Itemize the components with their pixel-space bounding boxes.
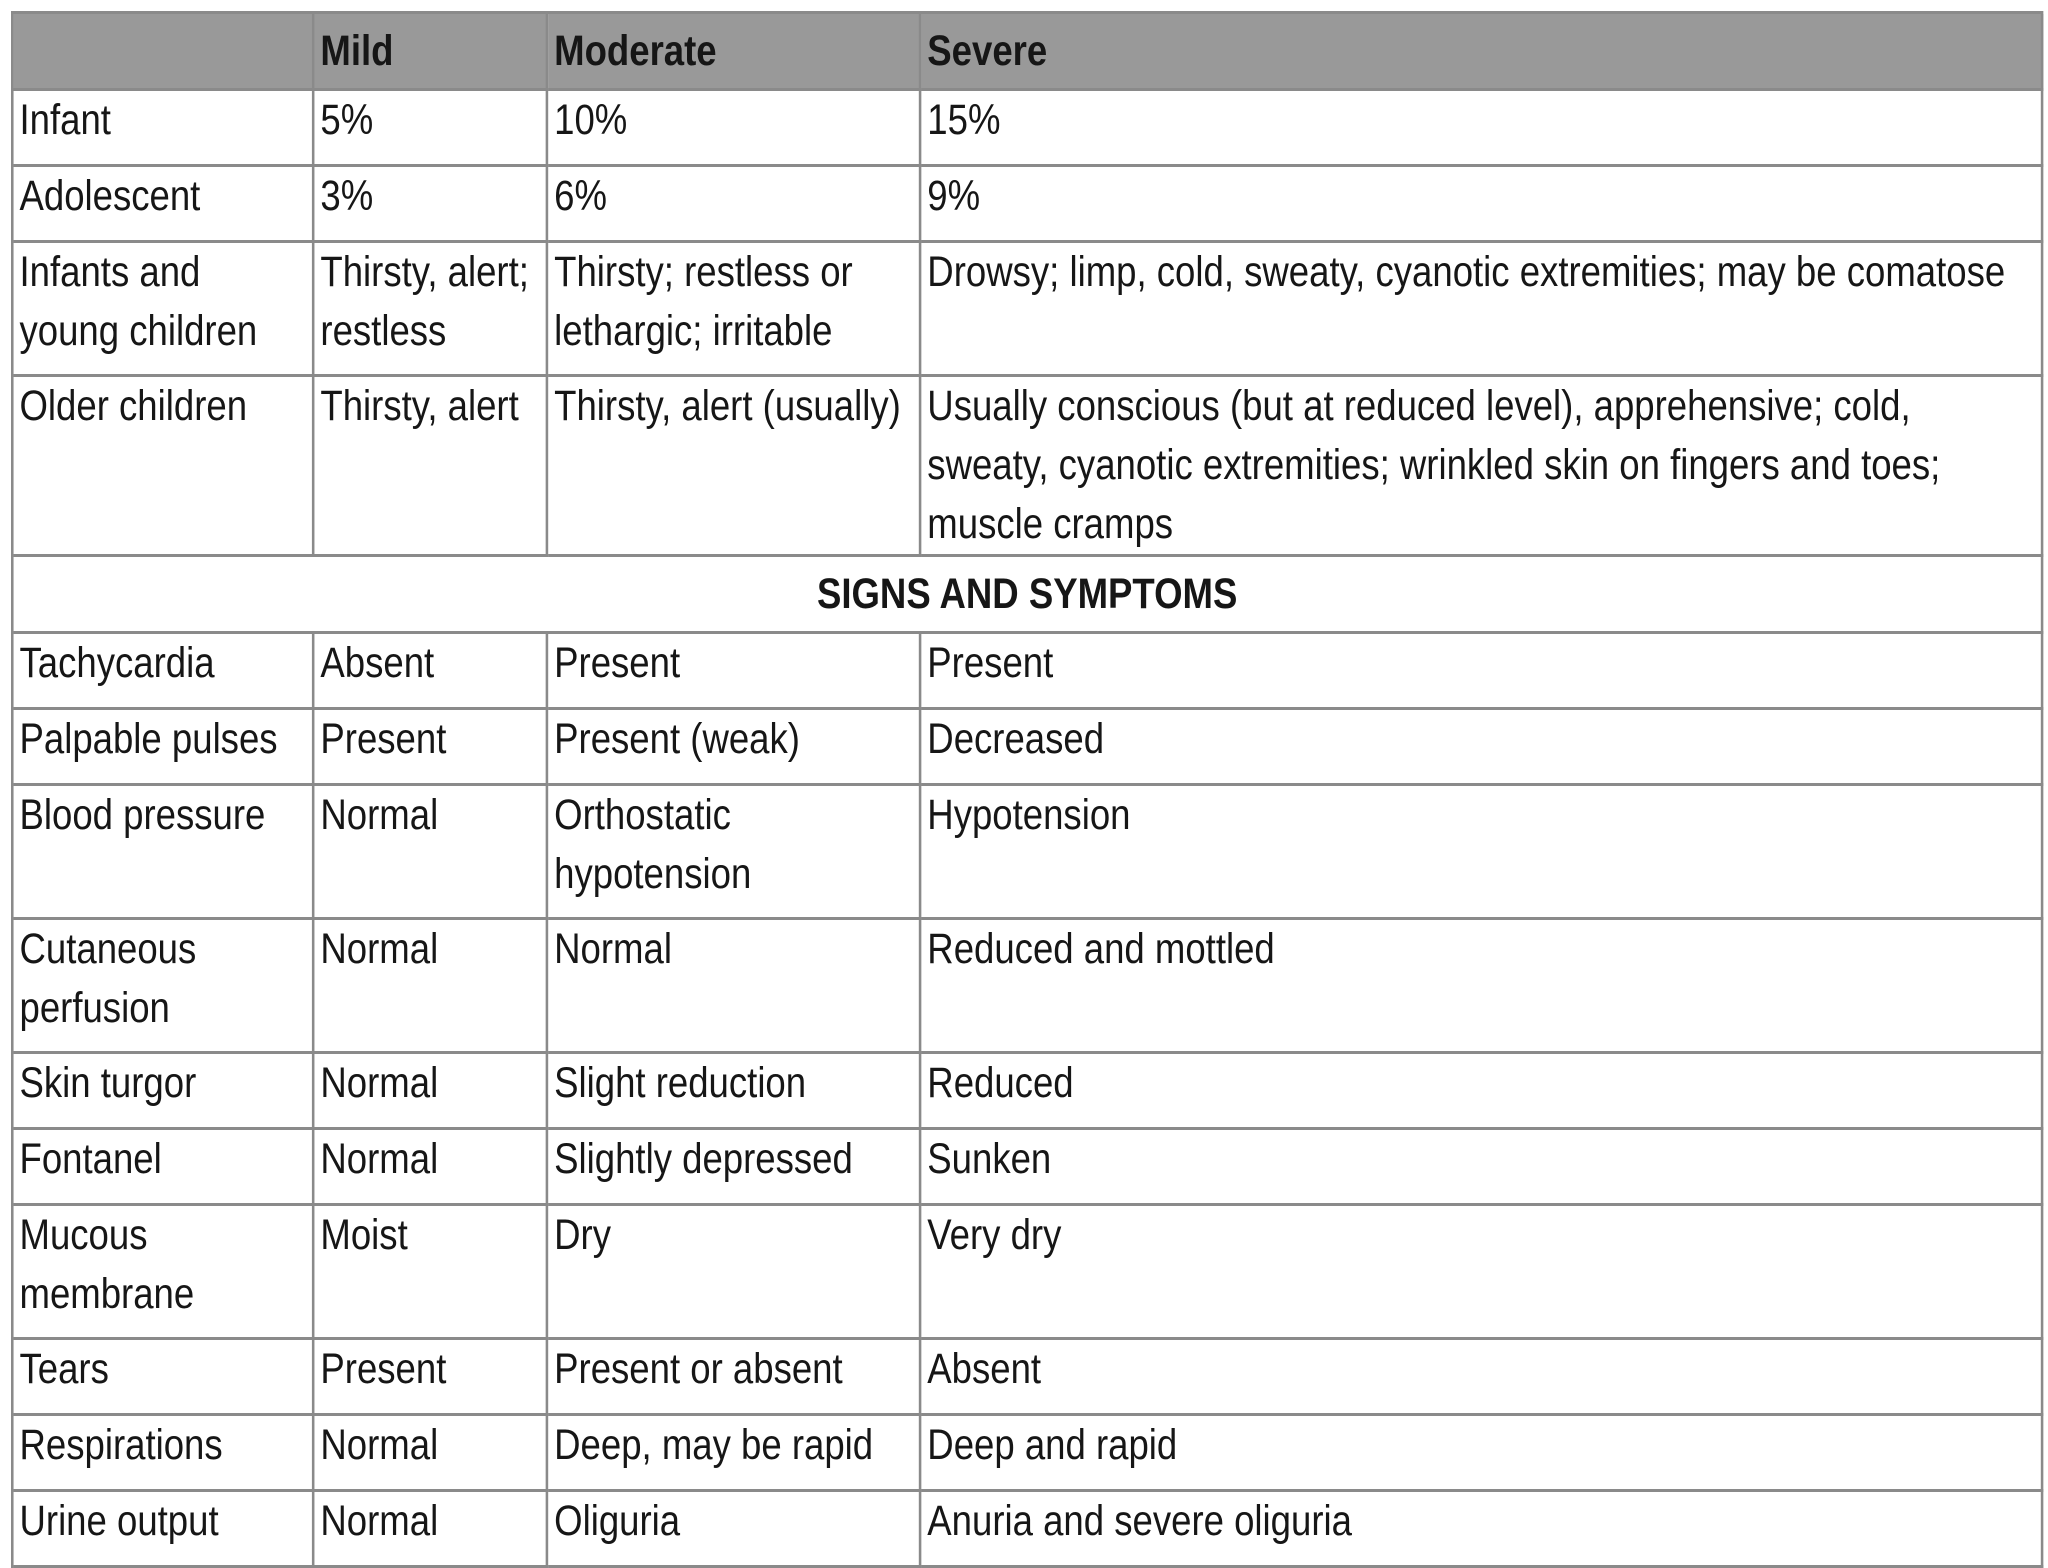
cell-moderate: Present or absent	[548, 1340, 921, 1416]
cell-mild: Normal	[314, 1492, 548, 1568]
row-label: Infant	[14, 91, 315, 167]
cell-severe: Sunken	[921, 1130, 2043, 1206]
header-corner	[14, 14, 315, 91]
cell-moderate: Slightly depressed	[548, 1130, 921, 1206]
cell-severe: Absent	[921, 1340, 2043, 1416]
section-title: SIGNS AND SYMPTOMS	[14, 557, 2044, 634]
table-row	[14, 243, 2044, 377]
table-row	[14, 377, 2044, 557]
cell-moderate: Oliguria	[548, 1492, 921, 1568]
cell-moderate: 6%	[548, 167, 921, 243]
table-row	[14, 786, 2044, 920]
cell-severe: 9%	[921, 167, 2043, 243]
cell-mild: 3%	[314, 167, 548, 243]
cell-severe: Hypotension	[921, 786, 2043, 920]
cell-moderate: Thirsty; restless or lethargic; irritable	[548, 243, 921, 377]
cell-mild: Normal	[314, 786, 548, 920]
cell-moderate: Present	[548, 634, 921, 710]
table-row	[14, 1492, 2044, 1568]
table-row	[14, 1054, 2044, 1130]
cell-severe: Very dry	[921, 1206, 2043, 1340]
table-header	[14, 14, 2044, 91]
row-label: Blood pressure	[14, 786, 315, 920]
row-label: Infants and young children	[14, 243, 315, 377]
table-body	[14, 91, 2044, 1568]
table-row	[14, 167, 2044, 243]
cell-severe: 15%	[921, 91, 2043, 167]
cell-severe: Decreased	[921, 710, 2043, 786]
header-moderate: Moderate	[548, 14, 921, 91]
table-row	[14, 91, 2044, 167]
row-label: Fontanel	[14, 1130, 315, 1206]
table-row	[14, 634, 2044, 710]
cell-severe: Usually conscious (but at reduced level), apprehensive; cold, sweaty, cyanotic extremities; wrinkled skin on fingers and toes; muscle cramps	[921, 377, 2043, 557]
cell-mild: Present	[314, 1340, 548, 1416]
row-label: Adolescent	[14, 167, 315, 243]
table-row	[14, 1416, 2044, 1492]
table-row	[14, 710, 2044, 786]
cell-moderate: Dry	[548, 1206, 921, 1340]
row-label: Skin turgor	[14, 1054, 315, 1130]
cell-moderate: Deep, may be rapid	[548, 1416, 921, 1492]
row-label: Mucous membrane	[14, 1206, 315, 1340]
cell-moderate: Present (weak)	[548, 710, 921, 786]
cell-moderate: 10%	[548, 91, 921, 167]
cell-mild: Thirsty, alert	[314, 377, 548, 557]
row-label: Palpable pulses	[14, 710, 315, 786]
cell-mild: Normal	[314, 1054, 548, 1130]
cell-mild: 5%	[314, 91, 548, 167]
cell-mild: Absent	[314, 634, 548, 710]
header-severe: Severe	[921, 14, 2043, 91]
table-row	[14, 1130, 2044, 1206]
cell-mild: Normal	[314, 1130, 548, 1206]
row-label: Urine output	[14, 1492, 315, 1568]
cell-moderate: Slight reduction	[548, 1054, 921, 1130]
row-label: Cutaneous perfusion	[14, 920, 315, 1054]
cell-moderate: Thirsty, alert (usually)	[548, 377, 921, 557]
cell-mild: Normal	[314, 920, 548, 1054]
cell-severe: Present	[921, 634, 2043, 710]
cell-severe: Deep and rapid	[921, 1416, 2043, 1492]
table-row	[14, 1340, 2044, 1416]
cell-moderate: Orthostatic hypotension	[548, 786, 921, 920]
row-label: Tachycardia	[14, 634, 315, 710]
cell-mild: Thirsty, alert; restless	[314, 243, 548, 377]
row-label: Respirations	[14, 1416, 315, 1492]
cell-severe: Drowsy; limp, cold, sweaty, cyanotic extremities; may be comatose	[921, 243, 2043, 377]
cell-severe: Reduced	[921, 1054, 2043, 1130]
section-row	[14, 557, 2044, 634]
cell-severe: Anuria and severe oliguria	[921, 1492, 2043, 1568]
dehydration-table	[11, 11, 2043, 1568]
cell-mild: Present	[314, 710, 548, 786]
cell-severe: Reduced and mottled	[921, 920, 2043, 1054]
cell-moderate: Normal	[548, 920, 921, 1054]
cell-mild: Moist	[314, 1206, 548, 1340]
table-row	[14, 1206, 2044, 1340]
header-mild: Mild	[314, 14, 548, 91]
cell-mild: Normal	[314, 1416, 548, 1492]
header-row	[14, 14, 2044, 91]
table-row	[14, 920, 2044, 1054]
row-label: Tears	[14, 1340, 315, 1416]
row-label: Older children	[14, 377, 315, 557]
